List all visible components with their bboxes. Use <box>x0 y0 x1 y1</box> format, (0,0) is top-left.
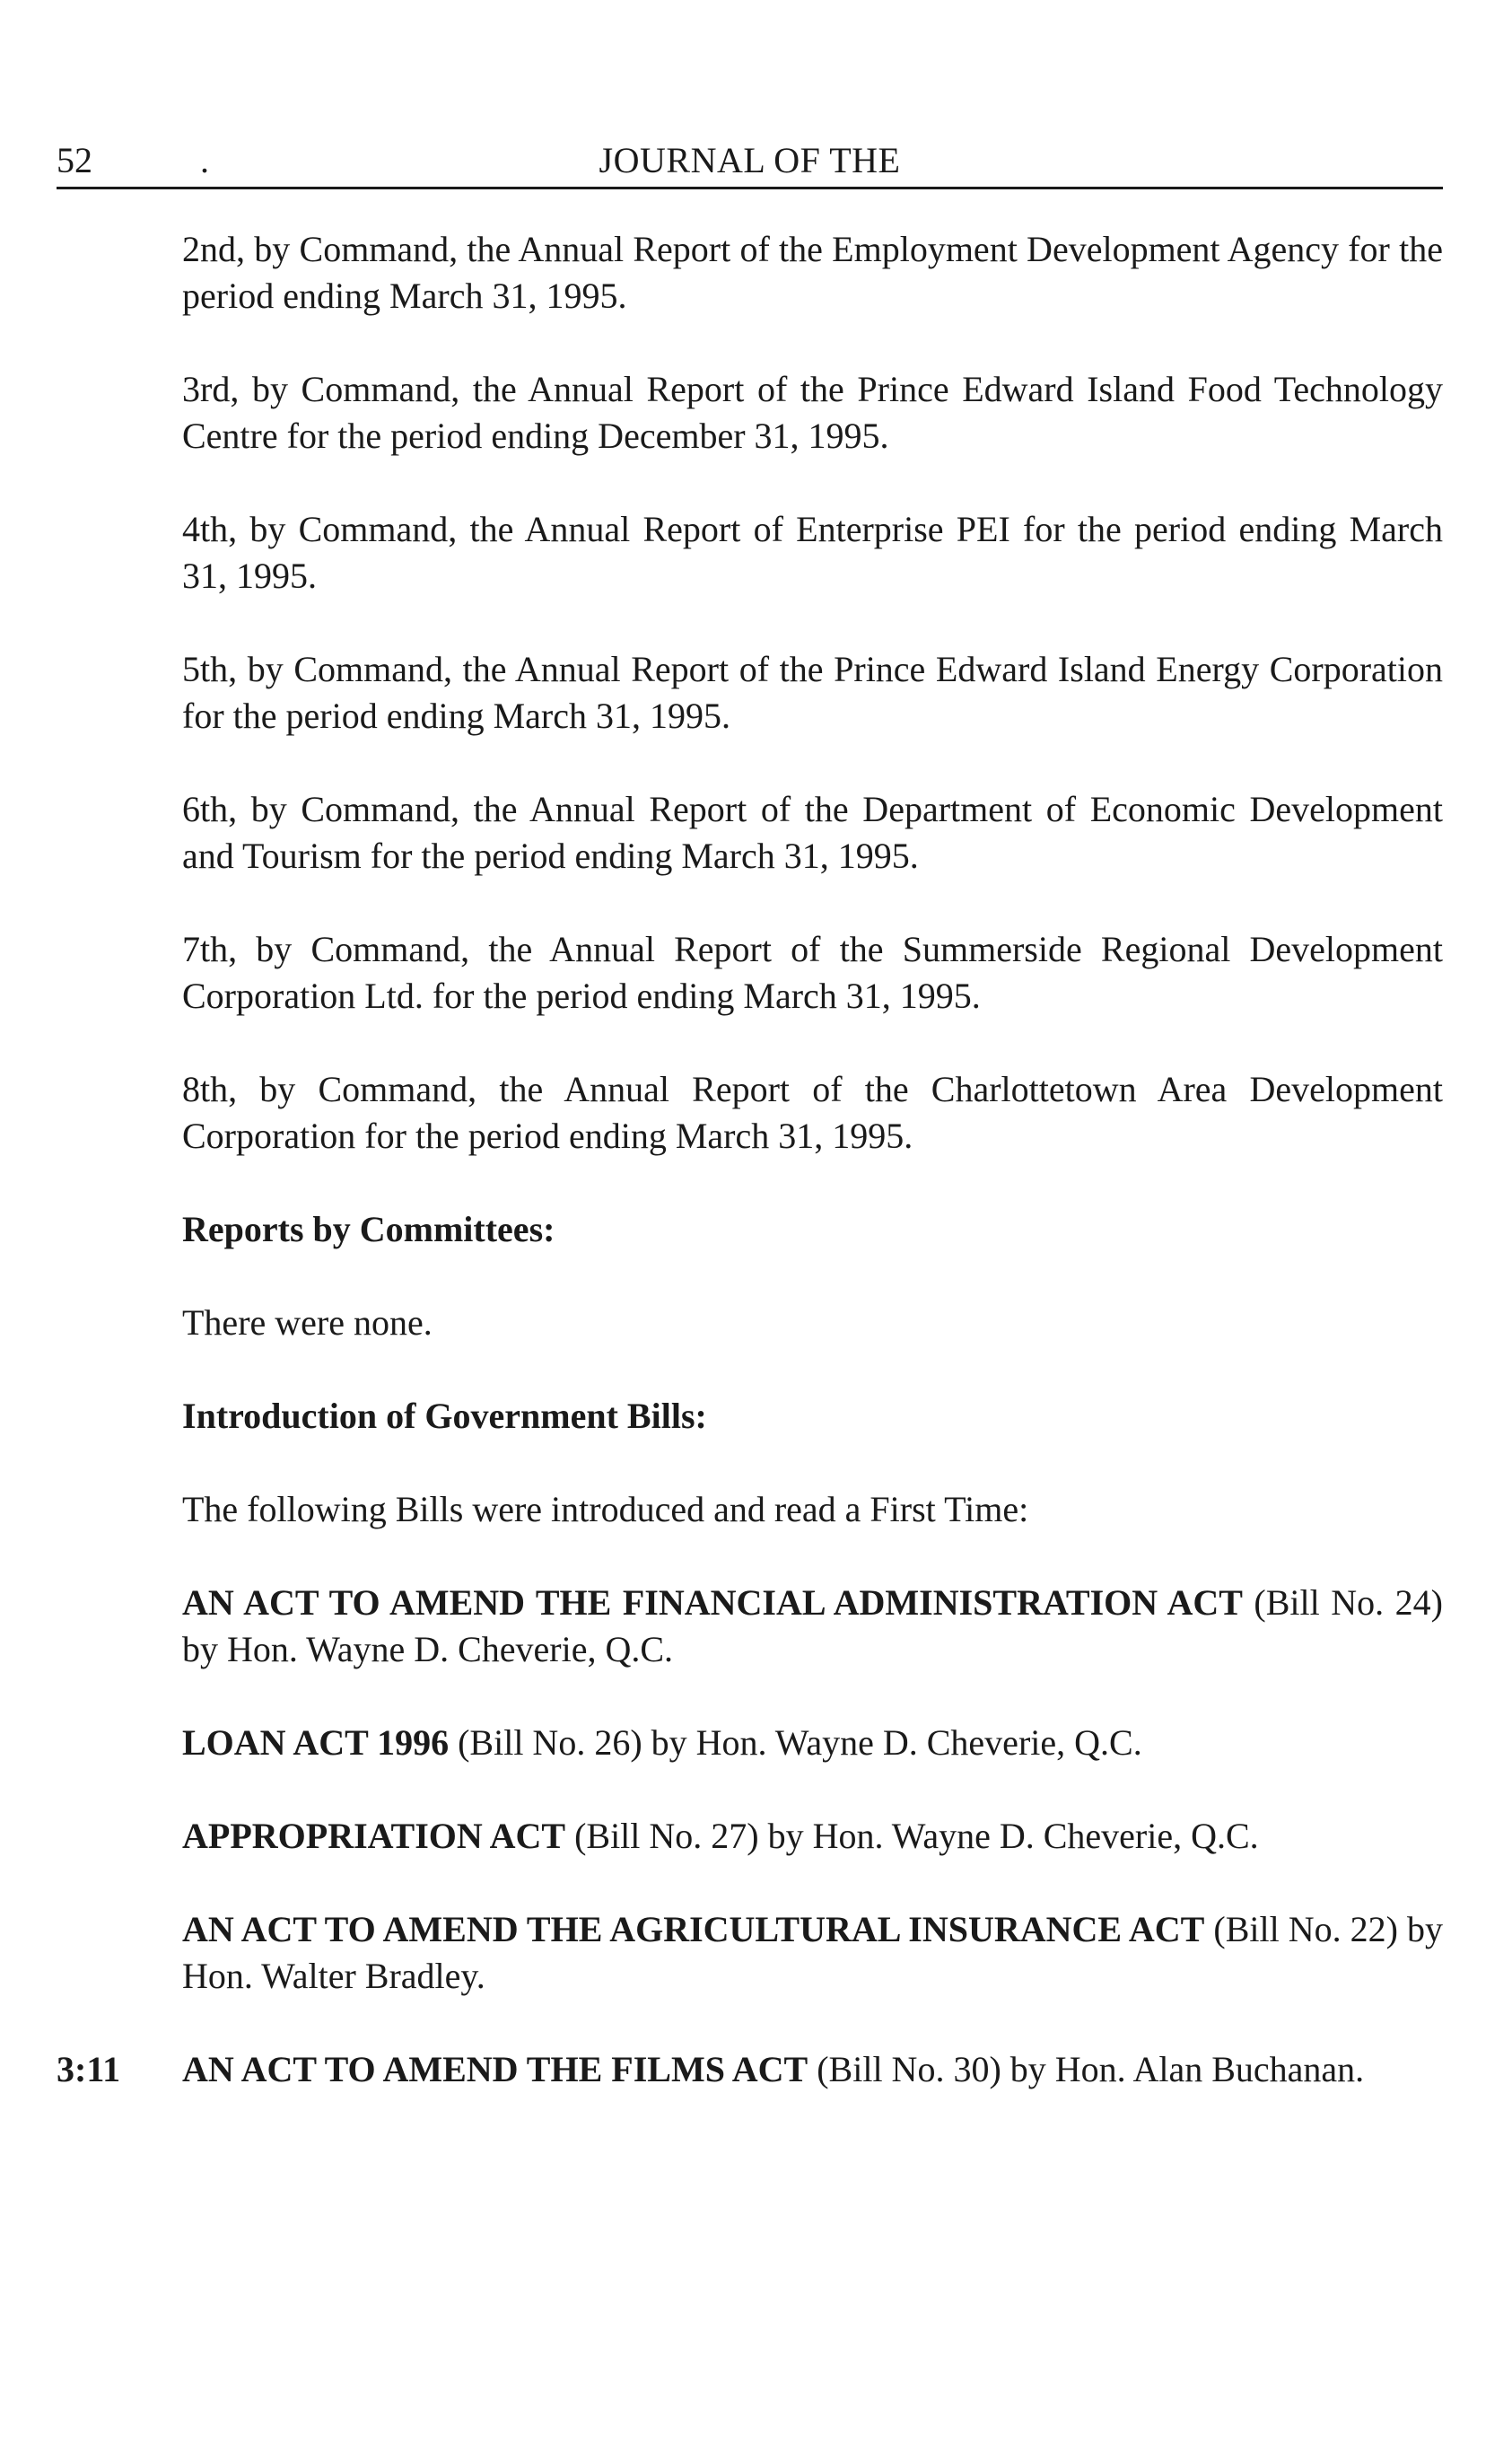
committees-heading: Reports by Committees: <box>182 1209 555 1249</box>
bill-entry-27 <box>182 1813 1443 1860</box>
bill-details: (Bill No. 22) by Hon. Walter Bradley. <box>182 1909 1444 1996</box>
running-head <box>57 135 1443 189</box>
bill-details: (Bill No. 30) by Hon. Alan Buchanan. <box>808 2049 1365 2089</box>
page-body <box>57 226 1444 2140</box>
bill-title: LOAN ACT 1996 <box>182 1722 450 1763</box>
report-paragraph-4th: 4th, by Command, the Annual Report of Enterprise PEI for the period ending March 31, 1995. <box>182 509 1443 596</box>
report-paragraph-5th: 5th, by Command, the Annual Report of the Prince Edward Island Energy Corporation for the period ending March 31, 1995. <box>182 649 1443 736</box>
report-paragraph-7th: 7th, by Command, the Annual Report of the Summerside Regional Development Corporation Ltd. for the period ending March 31, 1995. <box>182 929 1443 1016</box>
report-paragraph-6th: 6th, by Command, the Annual Report of the Department of Economic Development and Tourism for the period ending March 31, 1995. <box>182 789 1443 876</box>
committees-text: There were none. <box>182 1302 433 1343</box>
bill-title: APPROPRIATION ACT <box>182 1816 566 1856</box>
margin-time-reference: 3:11 <box>57 2049 121 2089</box>
report-paragraph-8th: 8th, by Command, the Annual Report of the Charlottetown Area Development Corporation for the period ending March 31, 1995. <box>182 1069 1443 1156</box>
bill-title: AN ACT TO AMEND THE AGRICULTURAL INSURANCE ACT <box>182 1909 1205 1949</box>
bill-entry-24 <box>182 1580 1443 1673</box>
report-paragraph-2nd: 2nd, by Command, the Annual Report of the Employment Development Agency for the period ending March 31, 1995. <box>182 229 1443 316</box>
stray-dot: . <box>200 140 209 180</box>
bill-title: AN ACT TO AMEND THE FILMS ACT <box>182 2049 808 2089</box>
bill-entry-26 <box>182 1720 1443 1766</box>
bill-details: (Bill No. 26) by Hon. Wayne D. Cheverie, Q.C. <box>449 1722 1142 1763</box>
government-bills-heading: Introduction of Government Bills: <box>182 1396 707 1436</box>
bill-entry-22 <box>182 1906 1443 2000</box>
running-title: JOURNAL OF THE <box>599 140 901 180</box>
bill-details: (Bill No. 24) by Hon. Wayne D. Cheverie, Q.C. <box>182 1582 1443 1669</box>
bill-details: (Bill No. 27) by Hon. Wayne D. Cheverie, Q.C. <box>565 1816 1259 1856</box>
report-paragraph-3rd: 3rd, by Command, the Annual Report of the Prince Edward Island Food Technology Centre for the period ending December 31, 1995. <box>182 369 1443 456</box>
bill-title: AN ACT TO AMEND THE FINANCIAL ADMINISTRATION ACT <box>182 1582 1243 1623</box>
page-number: 52 <box>57 140 92 180</box>
bill-entry-30 <box>57 2046 1443 2093</box>
government-bills-intro: The following Bills were introduced and read a First Time: <box>182 1489 1029 1529</box>
